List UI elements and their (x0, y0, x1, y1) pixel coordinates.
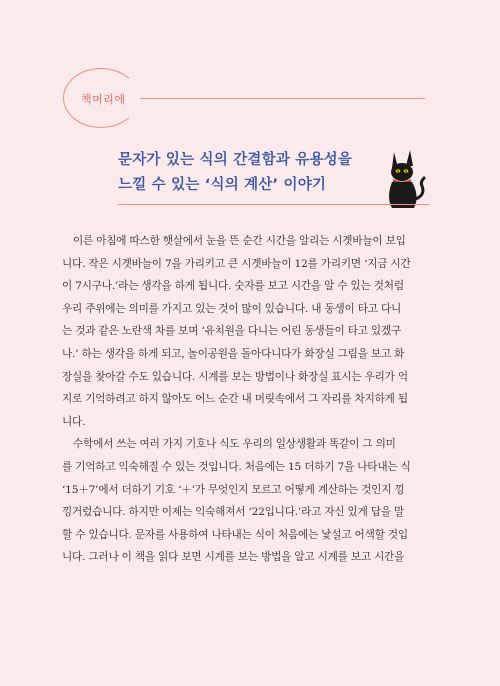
body-text (62, 230, 436, 569)
text-line: 우리 주위에는 의미를 가지고 있는 것이 많이 있습니다. 내 동생이 타고 다니 (62, 302, 402, 315)
text-line: 수학에서 쓰는 여러 가지 기호나 식도 우리의 일상생활과 똑같이 그 의미 (73, 438, 396, 451)
text-line: 니다. 그러나 이 책을 읽다 보면 시계를 보는 방법을 알고 시계를 보고 시간을 (62, 551, 405, 564)
black-cat-icon (380, 148, 428, 210)
chapter-title-line-2: 느낄 수 있는 ‘식의 계산’ 이야기 (118, 177, 327, 193)
text-line: 는 것과 같은 노란색 차를 보며 ‘유치원을 다니는 어린 동생들이 타고 있겠구 (62, 325, 402, 338)
text-line: 이른 아침에 따스한 햇살에서 눈을 뜬 순간 시간을 알리는 시곗바늘이 보입 (73, 235, 406, 247)
text-line: 장실을 찾아갈 수도 있습니다. 시계를 보는 방법이나 화장실 표시는 우리가 억 (62, 370, 408, 383)
title-divider (118, 204, 430, 205)
chapter-title (118, 148, 388, 198)
paragraph-2 (62, 433, 436, 569)
text-line: ‘15＋7’에서 더하기 기호 ‘＋’가 무엇인지 모르고 어떻게 계산하는 것인지 낑 (62, 483, 405, 496)
text-line: 낑거렸습니다. 하지만 이제는 익숙해져서 ‘22입니다.’라고 자신 있게 답을 말 (62, 506, 405, 519)
text-line: 이 7시구나.’라는 생각을 하게 됩니다. 숫자를 보고 시간을 알 수 있는 것처럼 (62, 280, 404, 293)
text-line: 니다. (62, 415, 86, 428)
text-line: 니다. 작은 시곗바늘이 7을 가리키고 큰 시곗바늘이 12를 가리키면 ‘지금 시간 (62, 257, 411, 270)
header-divider (140, 98, 425, 99)
text-line: 할 수 있습니다. 문자를 사용하여 나타내는 식이 처음에는 낯설고 어색할 것입 (62, 528, 408, 541)
text-line: 를 기억하고 익숙해질 수 있는 것입니다. 처음에는 15 더하기 7을 나타내는 식 (62, 460, 411, 473)
paragraph-1 (62, 230, 436, 433)
text-line: 지로 기억하려고 하지 않아도 어느 순간 내 머릿속에서 그 자리를 차지하게 됩 (62, 393, 408, 406)
chapter-title-line-1: 문자가 있는 식의 간결함과 유용성을 (118, 152, 353, 168)
section-header-label: 책머리에 (81, 93, 126, 106)
text-line: 나.’ 하는 생각을 하게 되고, 놀이공원을 돌아다니다가 화장실 그림을 보고 화 (62, 347, 405, 360)
